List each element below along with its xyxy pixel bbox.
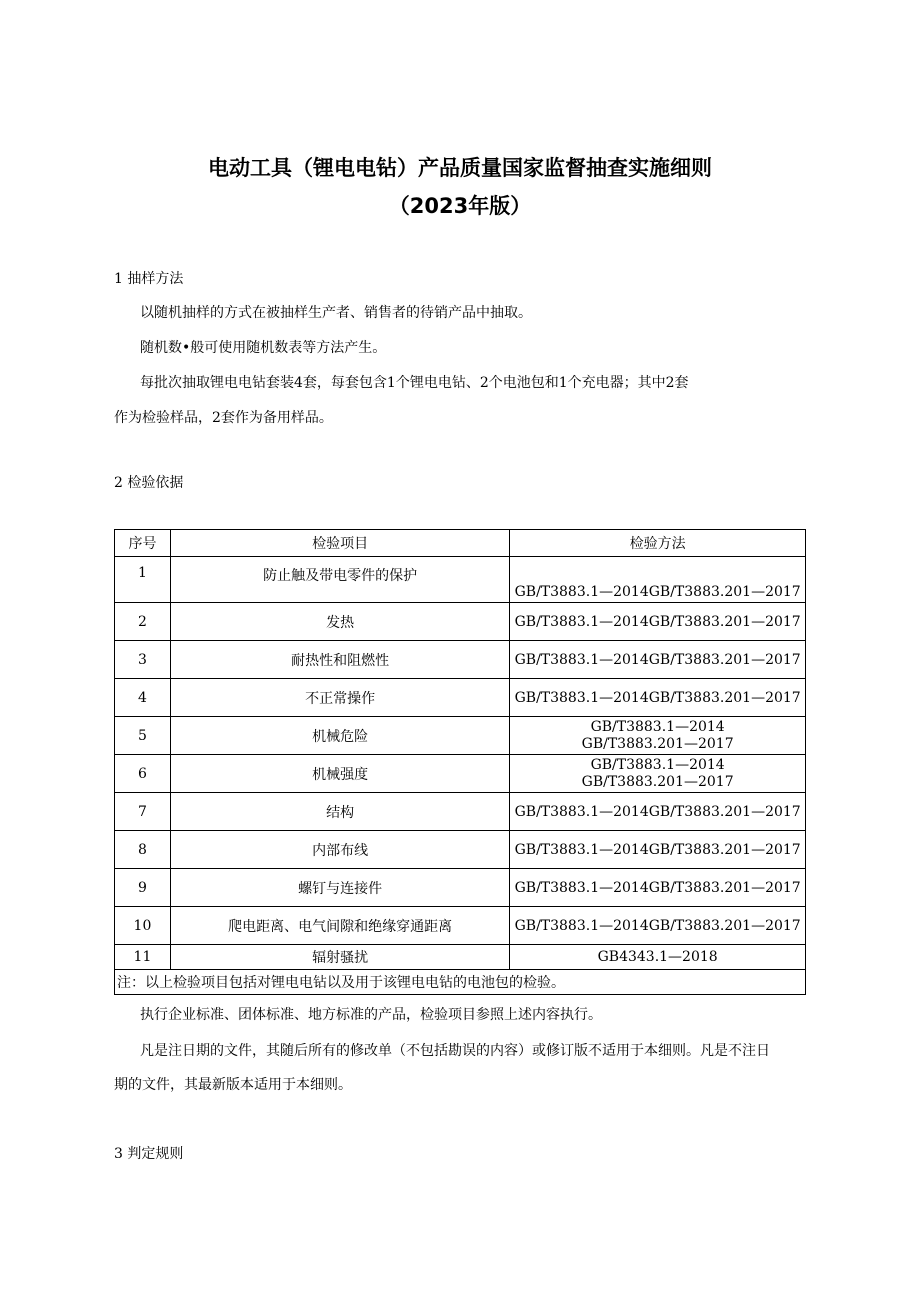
row-number: 5 xyxy=(115,717,171,755)
row-method xyxy=(510,755,806,793)
row-item: 结构 xyxy=(170,793,509,831)
section1-paragraph-3-line-2: 作为检验样品，2套作为备用样品。 xyxy=(114,410,333,426)
row-method-line-1: GB/T3883.1—2014 xyxy=(590,756,725,773)
table-row xyxy=(115,869,806,907)
row-method xyxy=(510,717,806,755)
section3-heading: 3 判定规则 xyxy=(114,1146,184,1162)
row-method: GB/T3883.1—2014GB/T3883.201—2017 xyxy=(510,557,806,603)
row-method-line-2: GB/T3883.201—2017 xyxy=(581,773,734,790)
row-item: 耐热性和阻燃性 xyxy=(170,641,509,679)
row-item: 不正常操作 xyxy=(170,679,509,717)
table-note: 注：以上检验项目包括对锂电电钻以及用于该锂电电钻的电池包的检验。 xyxy=(115,970,806,995)
row-number: 2 xyxy=(115,603,171,641)
row-number: 7 xyxy=(115,793,171,831)
row-item: 发热 xyxy=(170,603,509,641)
inspection-table xyxy=(114,529,806,995)
row-number: 1 xyxy=(115,557,171,603)
table-note-row xyxy=(115,970,806,995)
row-method-line-2: GB/T3883.201—2017 xyxy=(581,735,734,752)
header-item: 检验项目 xyxy=(170,530,509,557)
section1-heading: 1 抽样方法 xyxy=(114,271,184,287)
section2-paragraph-5-line-2: 期的文件，其最新版本适用于本细则。 xyxy=(114,1077,352,1093)
row-method-line-1: GB/T3883.1—2014 xyxy=(590,718,725,735)
table-header-row xyxy=(115,530,806,557)
header-method: 检验方法 xyxy=(510,530,806,557)
table-row xyxy=(115,945,806,970)
table-row xyxy=(115,717,806,755)
table-row xyxy=(115,641,806,679)
row-item: 辐射骚扰 xyxy=(170,945,509,970)
row-number: 3 xyxy=(115,641,171,679)
document-title: 电动工具（锂电电钻）产品质量国家监督抽查实施细则 xyxy=(208,156,712,180)
section2-paragraph-4: 执行企业标准、团体标准、地方标准的产品，检验项目参照上述内容执行。 xyxy=(140,1007,602,1023)
row-item: 螺钉与连接件 xyxy=(170,869,509,907)
table-row xyxy=(115,679,806,717)
table-row xyxy=(115,557,806,603)
row-method: GB/T3883.1—2014GB/T3883.201—2017 xyxy=(510,793,806,831)
row-number: 9 xyxy=(115,869,171,907)
row-method: GB4343.1—2018 xyxy=(510,945,806,970)
row-item: 防止触及带电零件的保护 xyxy=(170,557,509,603)
row-number: 11 xyxy=(115,945,171,970)
row-item: 爬电距离、电气间隙和绝缘穿通距离 xyxy=(170,907,509,945)
table-row xyxy=(115,603,806,641)
row-item: 机械危险 xyxy=(170,717,509,755)
row-method: GB/T3883.1—2014GB/T3883.201—2017 xyxy=(510,831,806,869)
section1-paragraph-2: 随机数•般可使用随机数表等方法产生。 xyxy=(140,340,387,356)
document-subtitle: （2023年版） xyxy=(388,194,532,218)
row-method: GB/T3883.1—2014GB/T3883.201—2017 xyxy=(510,679,806,717)
row-number: 8 xyxy=(115,831,171,869)
section1-paragraph-1: 以随机抽样的方式在被抽样生产者、销售者的待销产品中抽取。 xyxy=(140,305,532,321)
row-number: 6 xyxy=(115,755,171,793)
row-item: 机械强度 xyxy=(170,755,509,793)
row-number: 10 xyxy=(115,907,171,945)
header-number: 序号 xyxy=(115,530,171,557)
section2-heading: 2 检验依据 xyxy=(114,475,184,491)
table-row xyxy=(115,755,806,793)
row-method: GB/T3883.1—2014GB/T3883.201—2017 xyxy=(510,907,806,945)
table-row xyxy=(115,831,806,869)
row-number: 4 xyxy=(115,679,171,717)
row-method: GB/T3883.1—2014GB/T3883.201—2017 xyxy=(510,869,806,907)
row-method: GB/T3883.1—2014GB/T3883.201—2017 xyxy=(510,603,806,641)
table-row xyxy=(115,907,806,945)
row-method: GB/T3883.1—2014GB/T3883.201—2017 xyxy=(510,641,806,679)
table-row xyxy=(115,793,806,831)
section1-paragraph-3-line-1: 每批次抽取锂电电钻套装4套，每套包含1个锂电电钻、2个电池包和1个充电器；其中2套 xyxy=(140,375,689,391)
section2-paragraph-5-line-1: 凡是注日期的文件，其随后所有的修改单（不包括勘误的内容）或修订版不适用于本细则。凡是不注日 xyxy=(140,1043,770,1059)
row-item: 内部布线 xyxy=(170,831,509,869)
